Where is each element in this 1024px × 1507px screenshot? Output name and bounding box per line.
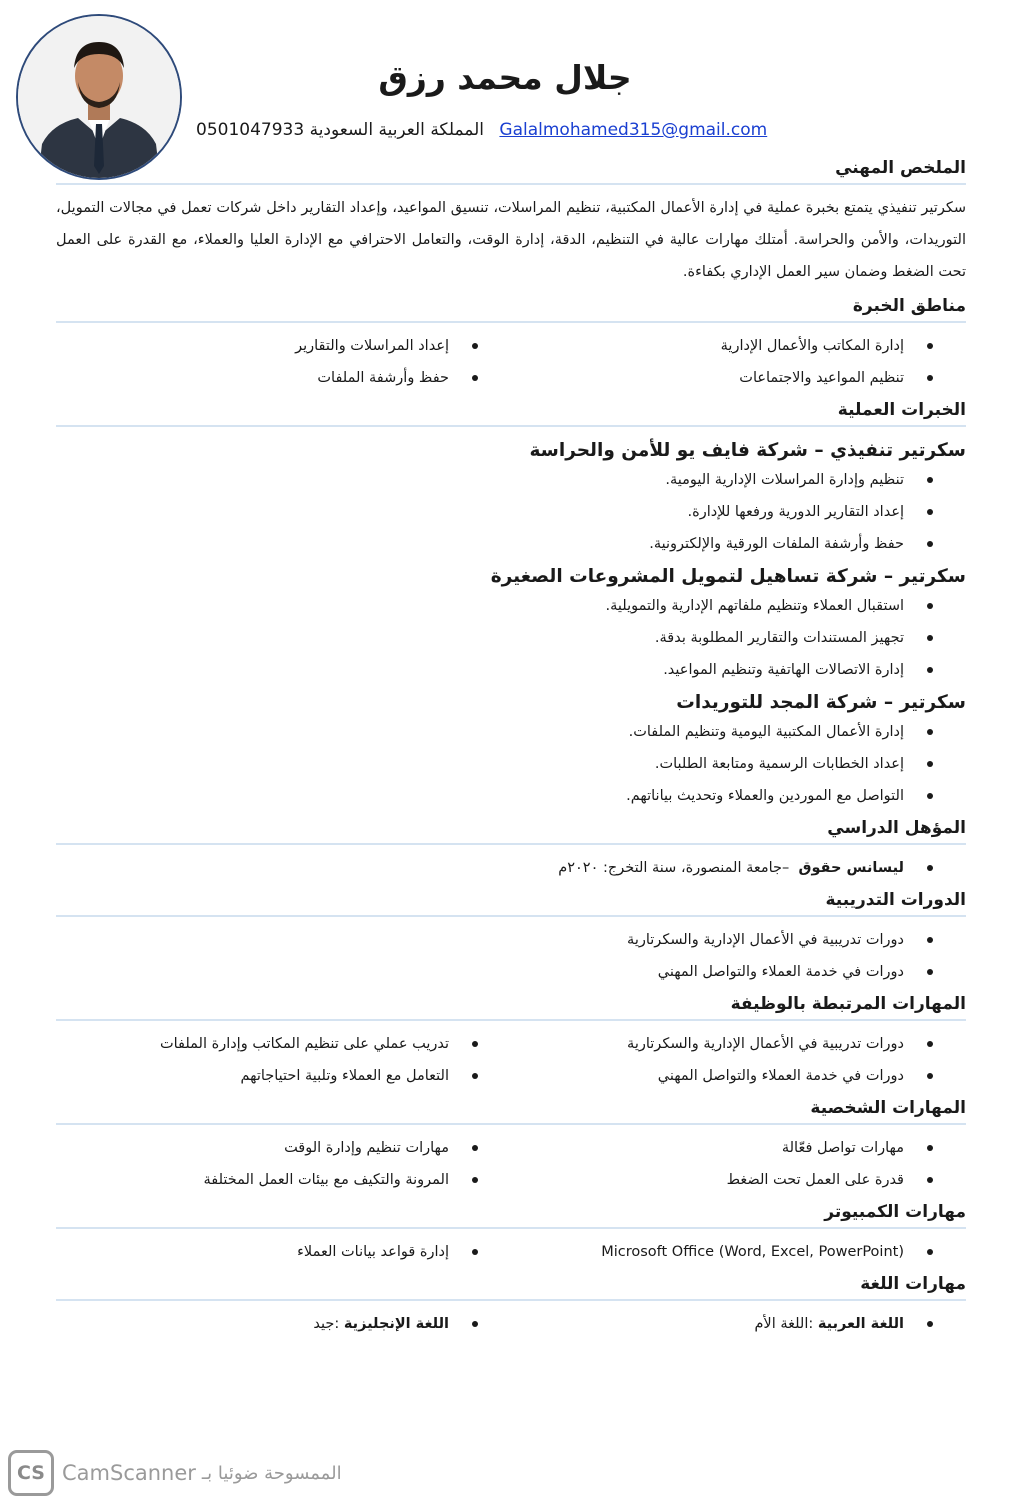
list-item: دورات في خدمة العملاء والتواصل المهني bbox=[511, 1060, 966, 1092]
list-item: تدريب عملي على تنظيم المكاتب وإدارة الملفات bbox=[56, 1028, 511, 1060]
job-title: سكرتير تنفيذي – شركة فايف يو للأمن والحراسة bbox=[529, 440, 966, 461]
contact-line bbox=[196, 120, 767, 140]
list-item bbox=[56, 1308, 511, 1340]
language-level: :اللغة الأم bbox=[754, 1316, 814, 1332]
list-item: تنظيم المواعيد والاجتماعات bbox=[511, 362, 966, 394]
section-divider bbox=[56, 1299, 966, 1301]
ms-office-text: Microsoft Office (Word, Excel, PowerPoint) bbox=[601, 1244, 904, 1260]
list-item: دورات في خدمة العملاء والتواصل المهني bbox=[56, 956, 966, 988]
languages-title: مهارات اللغة bbox=[860, 1274, 966, 1294]
camscanner-watermark bbox=[8, 1450, 342, 1496]
section-divider bbox=[56, 1019, 966, 1021]
list-item: التواصل مع الموردين والعملاء وتحديث بياناتهم. bbox=[56, 780, 966, 812]
job-title: سكرتير – شركة تساهيل لتمويل المشروعات الصغيرة bbox=[490, 566, 966, 587]
job-skills-list bbox=[56, 1028, 966, 1092]
list-item bbox=[511, 1236, 966, 1268]
list-item bbox=[511, 1308, 966, 1340]
list-item: تجهيز المستندات والتقارير المطلوبة بدقة. bbox=[56, 622, 966, 654]
email-link[interactable]: Galalmohamed315@gmail.com bbox=[499, 120, 768, 140]
job-duties bbox=[56, 464, 966, 560]
location-text: المملكة العربية السعودية bbox=[309, 120, 485, 140]
education-title: المؤهل الدراسي bbox=[827, 818, 966, 838]
job-duties bbox=[56, 716, 966, 812]
list-item: قدرة على العمل تحت الضغط bbox=[511, 1164, 966, 1196]
language-level: :جيد bbox=[313, 1316, 340, 1332]
section-divider bbox=[56, 425, 966, 427]
computer-skills-title: مهارات الكمبيوتر bbox=[824, 1202, 966, 1222]
section-divider bbox=[56, 321, 966, 323]
list-item: حفظ وأرشفة الملفات bbox=[56, 362, 511, 394]
list-item: إعداد المراسلات والتقارير bbox=[56, 330, 511, 362]
list-item: دورات تدريبية في الأعمال الإدارية والسكرتارية bbox=[56, 924, 966, 956]
section-divider bbox=[56, 183, 966, 185]
section-divider bbox=[56, 1123, 966, 1125]
list-item: استقبال العملاء وتنظيم ملفاتهم الإدارية والتمويلية. bbox=[56, 590, 966, 622]
degree-text: ليسانس حقوق bbox=[798, 860, 904, 876]
education-list bbox=[56, 852, 966, 884]
expertise-list bbox=[56, 330, 966, 394]
personal-skills-list bbox=[56, 1132, 966, 1196]
section-divider bbox=[56, 843, 966, 845]
candidate-name: جلال محمد رزق bbox=[378, 58, 632, 97]
resume-body bbox=[56, 152, 966, 1340]
summary-title: الملخص المهني bbox=[835, 158, 966, 178]
job-skills-title: المهارات المرتبطة بالوظيفة bbox=[730, 994, 966, 1014]
job-duties bbox=[56, 590, 966, 686]
list-item: إدارة قواعد بيانات العملاء bbox=[56, 1236, 511, 1268]
language-name: اللغة العربية bbox=[817, 1316, 904, 1332]
list-item: مهارات تواصل فعّالة bbox=[511, 1132, 966, 1164]
list-item: التعامل مع العملاء وتلبية احتياجاتهم bbox=[56, 1060, 511, 1092]
list-item bbox=[56, 852, 966, 884]
list-item: مهارات تنظيم وإدارة الوقت bbox=[56, 1132, 511, 1164]
summary-text: سكرتير تنفيذي يتمتع بخبرة عملية في إدارة الأعمال المكتبية، تنظيم المراسلات، تنسيق المواعيد، وإعداد التقارير داخل شركات تعمل في مجالات التمويل، التوريدات، والأمن والحراسة. أمتلك مهارات عالية في التنظيم، الدقة، إدارة الوقت، والتعامل الاحترافي مع الإدارة العليا والعملاء، مع القدرة على العمل تحت الضغط وضمان سير العمل الإداري بكفاءة. bbox=[56, 200, 966, 280]
section-divider bbox=[56, 1227, 966, 1229]
computer-skills-list bbox=[56, 1236, 966, 1268]
list-item: إدارة المكاتب والأعمال الإدارية bbox=[511, 330, 966, 362]
courses-list bbox=[56, 924, 966, 988]
camscanner-logo-icon: CS bbox=[8, 1450, 54, 1496]
camscanner-brand: CamScanner bbox=[62, 1461, 196, 1485]
personal-skills-title: المهارات الشخصية bbox=[810, 1098, 966, 1118]
list-item: إدارة الأعمال المكتبية اليومية وتنظيم الملفات. bbox=[56, 716, 966, 748]
list-item: المرونة والتكيف مع بيئات العمل المختلفة bbox=[56, 1164, 511, 1196]
list-item: دورات تدريبية في الأعمال الإدارية والسكرتارية bbox=[511, 1028, 966, 1060]
phone-text: 0501047933 bbox=[196, 120, 305, 140]
experience-title: الخبرات العملية bbox=[837, 400, 966, 420]
courses-title: الدورات التدريبية bbox=[825, 890, 966, 910]
list-item: حفظ وأرشفة الملفات الورقية والإلكترونية. bbox=[56, 528, 966, 560]
list-item: إدارة الاتصالات الهاتفية وتنظيم المواعيد. bbox=[56, 654, 966, 686]
list-item: إعداد الخطابات الرسمية ومتابعة الطلبات. bbox=[56, 748, 966, 780]
section-divider bbox=[56, 915, 966, 917]
language-name: اللغة الإنجليزية bbox=[343, 1316, 449, 1332]
languages-list bbox=[56, 1308, 966, 1340]
scanned-by-text: الممسوحة ضوئيا بـ bbox=[201, 1462, 342, 1484]
list-item: إعداد التقارير الدورية ورفعها للإدارة. bbox=[56, 496, 966, 528]
list-item: تنظيم وإدارة المراسلات الإدارية اليومية. bbox=[56, 464, 966, 496]
job-title: سكرتير – شركة المجد للتوريدات bbox=[676, 692, 966, 713]
degree-details: –جامعة المنصورة، سنة التخرج: ٢٠٢٠م bbox=[558, 860, 790, 876]
expertise-title: مناطق الخبرة bbox=[852, 296, 966, 316]
